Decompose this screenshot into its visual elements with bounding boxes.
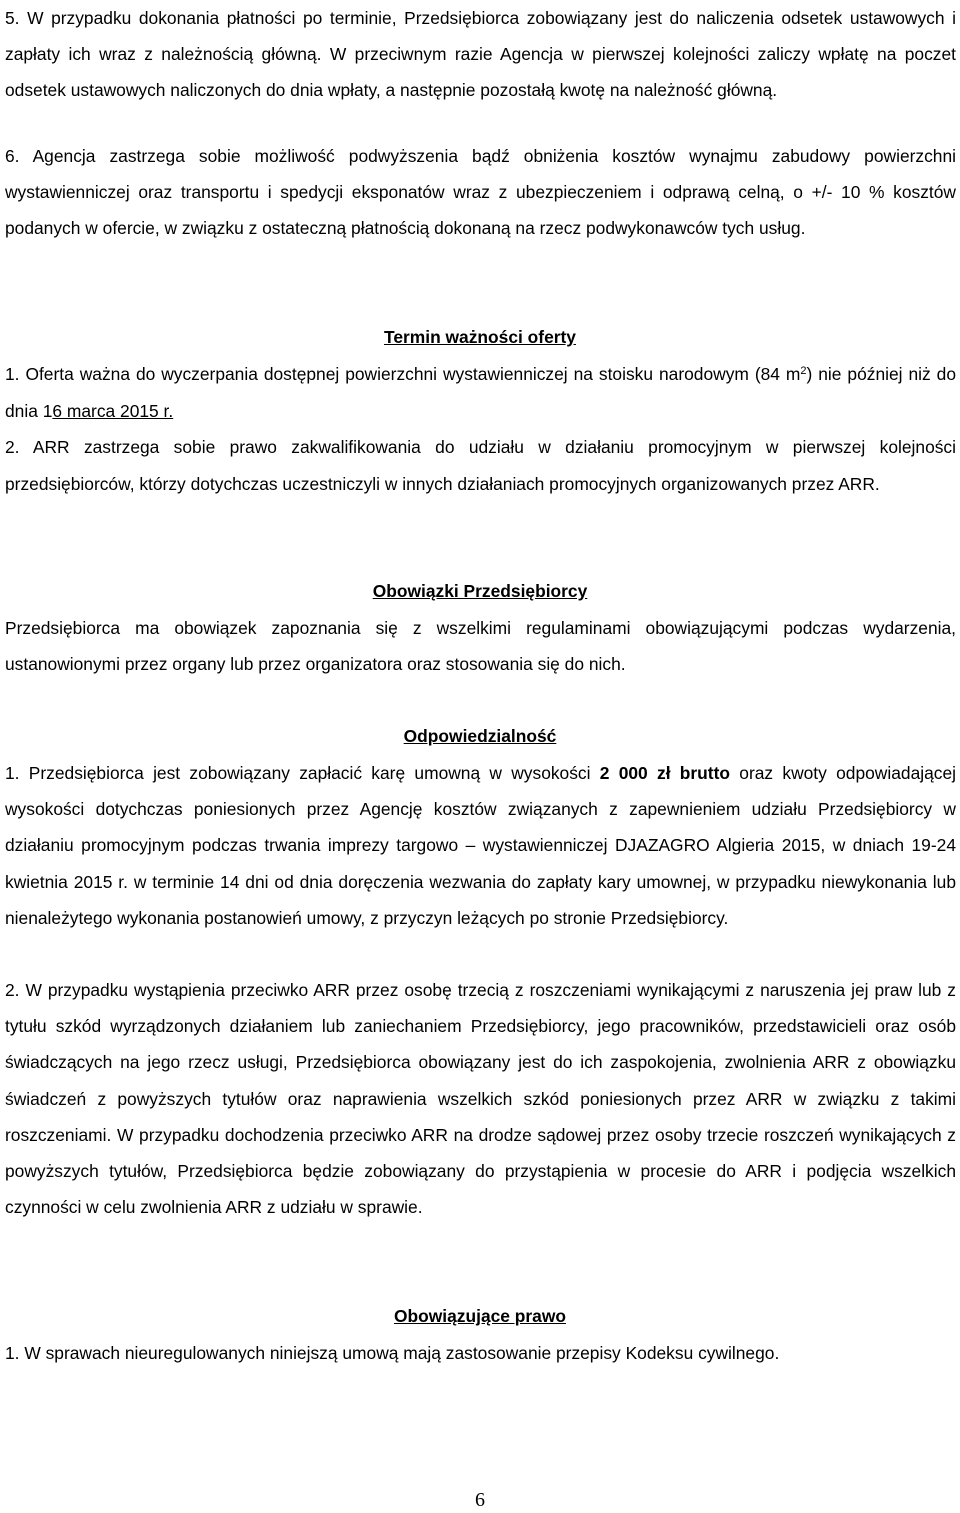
superscript-2: 2 [800, 365, 807, 377]
heading-odpowiedzialnosc: Odpowiedzialność [403, 726, 557, 746]
termin-item-1-part-a: 1. Oferta ważna do wyczerpania dostępnej powierzchni wystawienniczej na stoisku narodowym (84 m [5, 364, 801, 384]
termin-item-1 [5, 356, 956, 429]
termin-item-1-text [5, 356, 956, 429]
termin-item-2 [5, 429, 956, 502]
paragraph-6 [5, 138, 956, 247]
kara-amount-bold: 2 000 zł brutto [599, 763, 731, 783]
prawo-item-1-text: 1. W sprawach nieuregulowanych niniejszą umową mają zastosowanie przepisy Kodeksu cywilnego. [5, 1343, 780, 1363]
paragraph-5-text: 5. W przypadku dokonania płatności po terminie, Przedsiębiorca zobowiązany jest do naliczenia odsetek ustawowych i zapłaty ich wraz z należnością główną. W przeciwnym razie Agencja w pierwszej kolejności zaliczy wpłatę na poczet odsetek ustawowych naliczonych do dnia wpłaty, a następnie pozostałą kwotę na należność główną. [5, 8, 956, 101]
odp1-part-b: oraz kwoty odpowiadającej wysokości dotychczas poniesionych przez Agencję kosztów związanych z zapewnieniem udziału Przedsiębiorcy w działaniu promocyjnym podczas trwania imprezy targowo – wystawienniczej DJAZAGRO Algieria 2015, w dniach 19-24 kwietnia 2015 r. w terminie 14 dni od dnia doręczenia wezwania do zapłaty kary umownej, w przypadku niewykonania lub nienależytego wykonania postanowień umowy, z przyczyn leżących po stronie Przedsiębiorcy. [5, 763, 957, 928]
odpowiedzialnosc-item-2-text: 2. W przypadku wystąpienia przeciwko ARR przez osobę trzecią z roszczeniami wynikającymi z naruszenia jej praw lub z tytułu szkód wyrządzonych działaniem lub zaniechaniem Przedsiębiorcy, jego pracowników, przedstawicieli oraz osób świadczących na jego rzecz usługi, Przedsiębiorca obowiązany jest do ich zaspokojenia, zwolnienia ARR z obowiązku świadczeń z powyższych tytułów oraz naprawienia wszelkich szkód poniesionych przez ARR w związku z takimi roszczeniami. W przypadku dochodzenia przeciwko ARR na drodze sądowej przez osoby trzecie roszczeń wynikających z powyższych tytułów, Przedsiębiorca będzie zobowiązany do przystąpienia w procesie do ARR i podjęcia wszelkich czynności w celu zwolnienia ARR z udziału w sprawie. [5, 980, 956, 1218]
heading-obowiazujace-prawo: Obowiązujące prawo [393, 1306, 566, 1326]
odp1-part-a: 1. Przedsiębiorca jest zobowiązany zapłacić karę umowną w wysokości [5, 763, 600, 783]
page-number: 6 [475, 1489, 485, 1511]
paragraph-5 [5, 0, 956, 109]
odpowiedzialnosc-item-1 [5, 755, 956, 936]
prawo-item-1 [5, 1335, 956, 1371]
heading-termin-waznosci: Termin ważności oferty [384, 327, 576, 347]
odpowiedzialnosc-item-1-text [5, 755, 956, 936]
heading-obowiazki: Obowiązki Przedsiębiorcy [372, 581, 588, 601]
paragraph-6-text: 6. Agencja zastrzega sobie możliwość podwyższenia bądź obniżenia kosztów wynajmu zabudowy powierzchni wystawienniczej oraz transportu i spedycji eksponatów wraz z ubezpieczeniem i odprawą celną, o +/- 10 % kosztów podanych w ofercie, w związku z ostateczną płatnością dokonaną na rzecz podwykonawców tych usług. [5, 146, 956, 239]
obowiazki-text: Przedsiębiorca ma obowiązek zapoznania się z wszelkimi regulaminami obowiązującymi podczas wydarzenia, ustanowionymi przez organy lub przez organizatora oraz stosowania się do nich. [5, 618, 956, 675]
termin-item-2-text: 2. ARR zastrzega sobie prawo zakwalifikowania do udziału w działaniu promocyjnym w pierwszej kolejności przedsiębiorców, którzy dotychczas uczestniczyli w innych działaniach promocyjnych organizowanych przez ARR. [5, 437, 956, 494]
termin-date-underlined: 6 marca 2015 r. [52, 400, 174, 421]
obowiazki-paragraph [5, 610, 956, 682]
termin-item-1-part-b: ) nie później niż do dnia 1 [5, 364, 956, 421]
odpowiedzialnosc-item-2 [5, 972, 956, 1225]
